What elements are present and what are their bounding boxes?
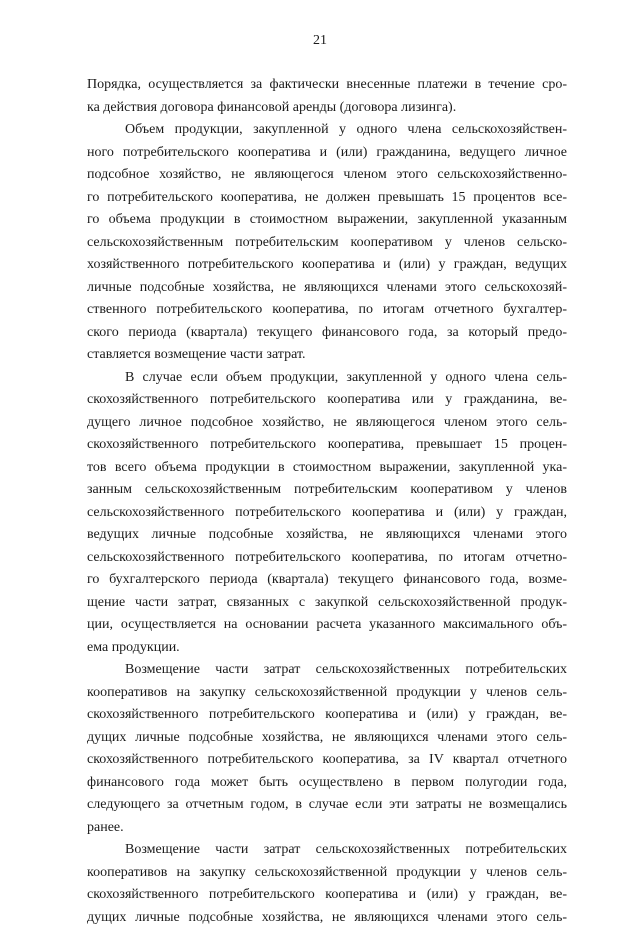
text-line: следующего за отчетным годом, в случае если эти затраты не возмещались	[87, 794, 567, 817]
text-line: скохозяйственного потребительского кооператива, превышает 15 процен-	[87, 434, 567, 457]
text-line: ственного потребительского кооператива, по итогам отчетного бухгалтер-	[87, 299, 567, 322]
text-line: Порядка, осуществляется за фактически внесенные платежи в течение сро-	[87, 74, 567, 97]
text-line: го потребительского кооператива, не должен превышать 15 процентов все-	[87, 187, 567, 210]
text-line: скохозяйственного потребительского кооператива и (или) у граждан, ве-	[87, 884, 567, 907]
paragraph	[87, 839, 567, 929]
text-line: ка действия договора финансовой аренды (договора лизинга).	[87, 97, 567, 120]
text-line: финансового года может быть осуществлено в первом полугодии года,	[87, 772, 567, 795]
text-line: тов всего объема продукции в стоимостном выражении, закупленной ука-	[87, 457, 567, 480]
text-line: ранее.	[87, 817, 567, 840]
text-line: сельскохозяйственным потребительским кооперативом у членов сельско-	[87, 232, 567, 255]
text-line: дущих личные подсобные хозяйства, не являющихся членами этого сель-	[87, 727, 567, 750]
text-line: сельскохозяйственного потребительского кооператива и (или) у граждан,	[87, 502, 567, 525]
text-line: Возмещение части затрат сельскохозяйственных потребительских	[87, 659, 567, 682]
text-line: ного потребительского кооператива и (или) гражданина, ведущего личное	[87, 142, 567, 165]
text-line: скохозяйственного потребительского кооператива, за IV квартал отчетного	[87, 749, 567, 772]
text-line: сельскохозяйственного потребительского кооператива, по итогам отчетно-	[87, 547, 567, 570]
page-number: 21	[0, 32, 640, 50]
text-line: щение части затрат, связанных с закупкой сельскохозяйственной продук-	[87, 592, 567, 615]
paragraph	[87, 659, 567, 839]
text-line: хозяйственного потребительского кооператива и (или) у граждан, ведущих	[87, 254, 567, 277]
text-line: В случае если объем продукции, закупленной у одного члена сель-	[87, 367, 567, 390]
text-line: кооперативов на закупку сельскохозяйственной продукции у членов сель-	[87, 862, 567, 885]
paragraph	[87, 367, 567, 660]
text-line: Возмещение части затрат сельскохозяйственных потребительских	[87, 839, 567, 862]
text-line: ции, осуществляется на основании расчета указанного максимального объ-	[87, 614, 567, 637]
text-line: дущих личные подсобные хозяйства, не являющихся членами этого сель-	[87, 907, 567, 929]
text-line: личные подсобные хозяйства, не являющихся членами этого сельскохозяй-	[87, 277, 567, 300]
text-line: ема продукции.	[87, 637, 567, 660]
text-line: ставляется возмещение части затрат.	[87, 344, 567, 367]
text-line: кооперативов на закупку сельскохозяйственной продукции у членов сель-	[87, 682, 567, 705]
text-line: скохозяйственного потребительского кооператива или у гражданина, ве-	[87, 389, 567, 412]
text-line: го объема продукции в стоимостном выражении, закупленной указанным	[87, 209, 567, 232]
text-line: Объем продукции, закупленной у одного члена сельскохозяйствен-	[87, 119, 567, 142]
text-line: занным сельскохозяйственным потребительским кооперативом у членов	[87, 479, 567, 502]
text-line: ведущих личные подсобные хозяйства, не являющихся членами этого	[87, 524, 567, 547]
text-line: дущего личное подсобное хозяйство, не являющегося членом этого сель-	[87, 412, 567, 435]
paragraph	[87, 119, 567, 367]
text-line: го бухгалтерского периода (квартала) текущего финансового года, возме-	[87, 569, 567, 592]
text-line: подсобное хозяйство, не являющегося членом этого сельскохозяйственно-	[87, 164, 567, 187]
text-line: ского периода (квартала) текущего финансового года, за который предо-	[87, 322, 567, 345]
text-line: скохозяйственного потребительского кооператива и (или) у граждан, ве-	[87, 704, 567, 727]
paragraph	[87, 74, 567, 119]
document-body	[87, 74, 567, 929]
